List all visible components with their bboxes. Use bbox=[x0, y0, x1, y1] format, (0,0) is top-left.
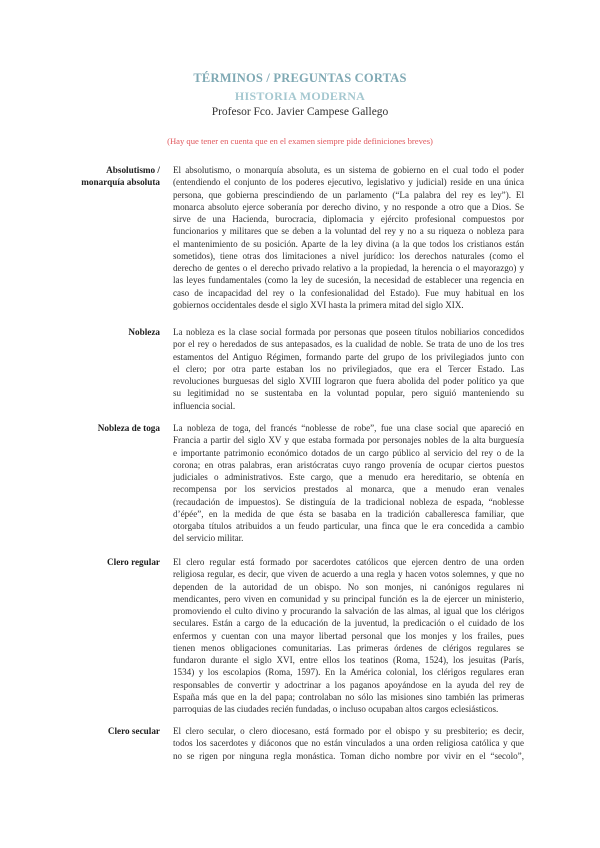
definition-line: La nobleza de toga, del francés “noblesse de robe”, fue una clase social que apareció en bbox=[173, 423, 524, 433]
definition-line: parroquias de las ciudades recién fundadas, o incluso ocupaban altos cargos eclesiásticos. bbox=[173, 704, 499, 714]
definition-line: mendicantes, pero viven en comunidad y su principal función es la de ejercer un ministerio, bbox=[173, 593, 524, 604]
definition-line: influencia social. bbox=[173, 400, 236, 411]
glossary-term bbox=[40, 556, 160, 568]
definition-line: gobiernos occidentales desde el siglo XVI hasta la primera mitad del siglo XIX. bbox=[173, 299, 464, 310]
term-line: Nobleza de toga bbox=[97, 423, 160, 433]
glossary-term bbox=[40, 164, 160, 188]
definition-line: d’épée”, en la medida de que ésta se basaba en la tradición caballeresca familiar, que bbox=[173, 508, 524, 519]
definition-line: dependen de la autoridad de un obispo. No son monjes, ni canónigos regulares ni bbox=[173, 581, 524, 592]
document-title: TÉRMINOS / PREGUNTAS CORTAS bbox=[193, 71, 407, 85]
definition-line: religiosa regular, es decir, que viven de acuerdo a una regla y hacen votos solemnes, y que no bbox=[173, 569, 524, 580]
definition-line: del servicio militar. bbox=[173, 533, 244, 544]
definition-line: (recaudación de impuestos). Se distinguía de la tradicional nobleza de espada, “noblesse bbox=[173, 496, 524, 507]
definition-line: derecho de gentes o el derecho privado relativo a la propiedad, la herencia o el mayorazgo) y bbox=[173, 263, 524, 273]
definition-line: recompensa por los servicios prestados al monarca, que a menudo eran venales bbox=[173, 484, 524, 495]
definition-line: no se rigen por ninguna regla monástica. Toman dicho nombre por vivir en el “secolo”, bbox=[173, 750, 524, 761]
glossary-term bbox=[40, 725, 160, 737]
definition-line: estamentos del Antiguo Régimen, formando parte del grupo de los privilegiados junto con bbox=[173, 351, 524, 362]
definition-line: responsables de convertir y adoctrinar a los paganos apoyándose en la ayuda del rey de bbox=[173, 679, 524, 690]
definition-line: las leyes fundamentales (como la ley de sucesión, la necesidad de establecer una regencia en bbox=[173, 275, 524, 286]
term-line: Clero regular bbox=[107, 557, 160, 567]
definition-line: España más que en la del papa; controlaban no sólo las misiones sino también las primeras bbox=[173, 691, 524, 702]
glossary-definition bbox=[173, 556, 524, 715]
definition-line: tienen menos obligaciones comunitarias. Las primeras órdenes de clérigos regulares se bbox=[173, 642, 524, 653]
definition-line: judiciales o administrativos. Este cargo, que a menudo era hereditario, se obtenía en bbox=[173, 472, 524, 482]
term-line: monarquía absoluta bbox=[81, 177, 160, 188]
glossary-definition bbox=[173, 164, 524, 311]
definition-line: enfermos y cuentan con una mayor libertad personal que los monjes y los frailes, pues bbox=[173, 630, 524, 641]
glossary-term bbox=[40, 326, 160, 338]
definition-line: (entendiendo el conjunto de los poderes ejecutivo, legislativo y judicial) reside en una única bbox=[173, 177, 524, 188]
document-subtitle: HISTORIA MODERNA bbox=[234, 89, 366, 103]
definition-line: revoluciones burguesas del siglo XVIII lograron que fuera abolida del poder político ya que bbox=[173, 376, 524, 386]
definition-line: corona; en otras palabras, eran aristócratas cuyo rango provenía de ocupar ciertos puestos bbox=[173, 459, 524, 470]
definition-line: e importante patrimonio económico dotados de un cargo público al servicio del rey o de la bbox=[173, 447, 524, 458]
glossary-definition bbox=[173, 326, 524, 412]
definition-line: sirve de una Hacienda, burocracia, diplomacia y ejército profesional compuestos por bbox=[173, 214, 524, 224]
definition-line: Francia a partir del siglo XV y que estaba formada por personajes nobles de la alta burguesía bbox=[173, 435, 524, 446]
exam-note: (Hay que tener en cuenta que en el examen siempre pide definiciones breves) bbox=[167, 136, 433, 146]
term-line: Nobleza bbox=[128, 327, 160, 337]
definition-line: por el rey o heredados de sus antepasados, es la cualidad de noble. Se trata de uno de los tres bbox=[173, 339, 524, 350]
definition-line: el mantenimiento de su posición. Aparte de la ley divina (a la que todos los cristianos están bbox=[173, 238, 524, 249]
definition-line: todos los sacerdotes y diáconos que no están vinculados a una orden religiosa católica y que bbox=[173, 738, 524, 749]
glossary-definition bbox=[173, 422, 524, 545]
glossary-term bbox=[40, 422, 160, 434]
definition-line: persona, que gobierna prescindiendo de un parlamento (“La palabra del rey es ley”). El bbox=[173, 189, 524, 200]
definition-line: 1534) y los escolapios (Roma, 1597). En la América colonial, los clérigos regulares eran bbox=[173, 667, 524, 678]
definition-line: El absolutismo, o monarquía absoluta, es un sistema de gobierno en el cual todo el poder bbox=[173, 165, 524, 175]
author-line: Profesor Fco. Javier Campese Gallego bbox=[211, 106, 389, 118]
definition-line: funcionarios y militares que se deben a la voluntad del rey y no a su riqueza o nobleza para bbox=[173, 226, 524, 237]
term-line: Absolutismo / bbox=[106, 165, 160, 175]
term-line: Clero secular bbox=[107, 726, 160, 736]
definition-line: caso de incapacidad del rey o la confesionalidad del Estado). Fue muy habitual en los bbox=[173, 287, 524, 298]
definition-line: sometidos), tiene otras dos limitaciones a nivel jurídico: los derechos naturales (como el bbox=[173, 250, 524, 261]
definition-line: monarca absoluto ejerce soberanía por derecho divino, y no responde a otro que a Dios. Se bbox=[173, 201, 524, 212]
definition-line: su legitimidad no se sustentaba en la voluntad popular, pero siguió manteniendo su bbox=[173, 388, 524, 399]
definition-line: promoviendo el culto divino y procurando la salvación de las almas, al igual que los clérigos bbox=[173, 606, 524, 616]
definition-line: el clero; por otra parte estaban los no privilegiados, que era el Tercer Estado. Las bbox=[173, 363, 524, 374]
definition-line: La nobleza es la clase social formada por personas que poseen títulos nobiliarios concedidos bbox=[173, 327, 524, 337]
definition-line: fundaron durante el siglo XVI, entre ellos los teatinos (Roma, 1524), los jesuitas (París, bbox=[173, 655, 524, 665]
definition-line: otorgaba títulos atribuidos a un feudo particular, una finca que le era concedida a cambio bbox=[173, 521, 524, 531]
definition-line: El clero secular, o clero diocesano, está formado por el obispo y su presbiterio; es decir, bbox=[173, 726, 524, 736]
glossary-definition bbox=[173, 725, 524, 762]
definition-line: seculares. Están a cargo de la educación de la juventud, la predicación o el cuidado de los bbox=[173, 618, 524, 629]
definition-line: El clero regular está formado por sacerdotes católicos que ejercen dentro de una orden bbox=[173, 557, 524, 567]
